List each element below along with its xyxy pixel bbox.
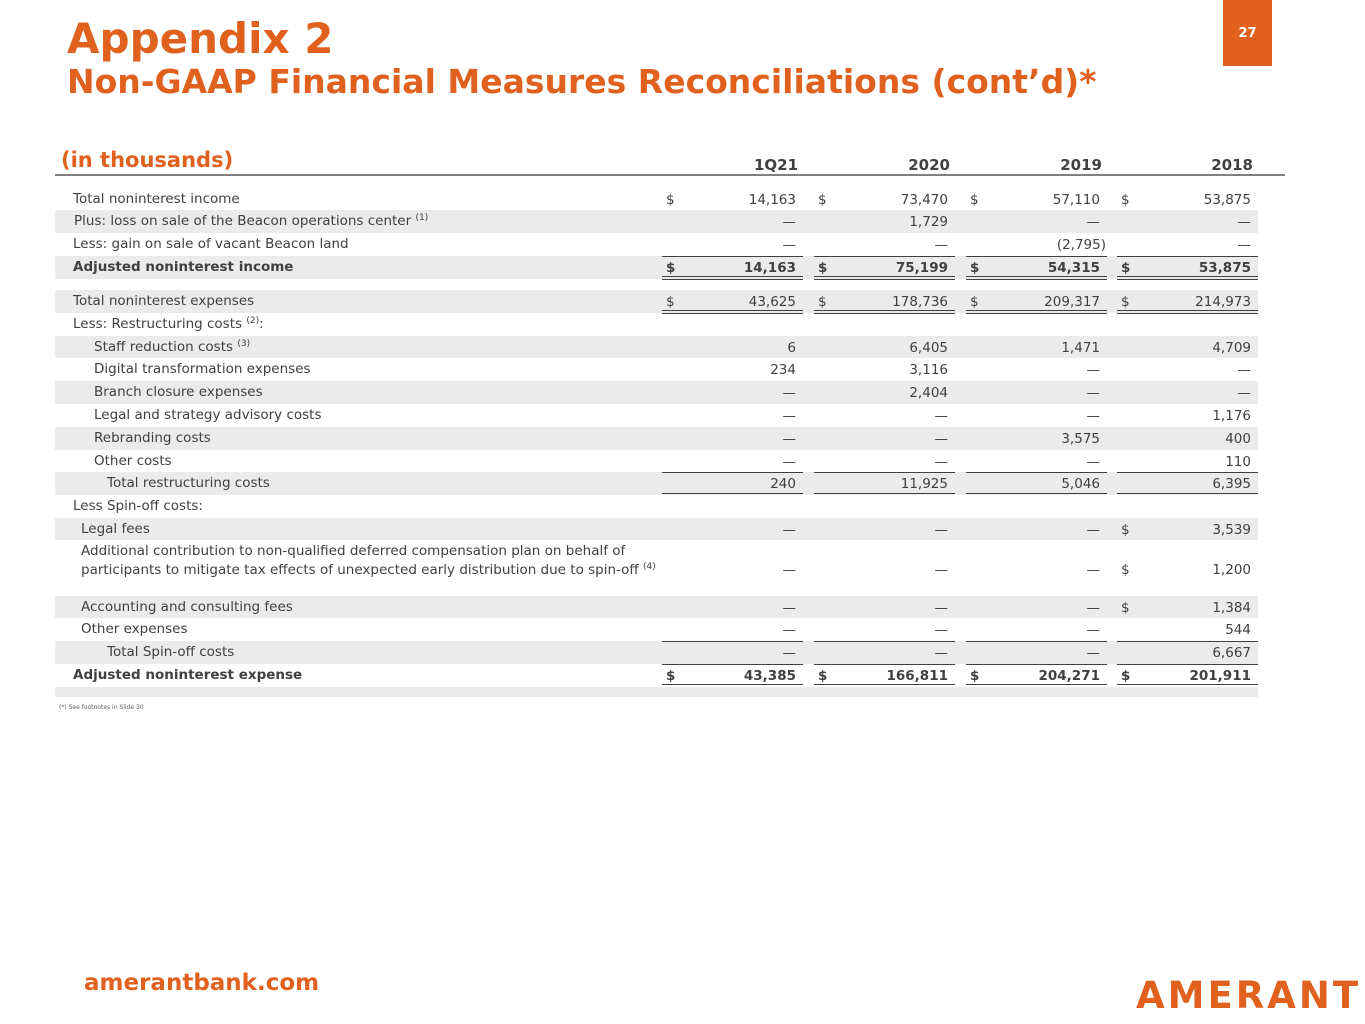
total-double-rule xyxy=(662,276,803,280)
row-label-text: Staff reduction costs xyxy=(94,339,234,355)
footnote: (*) See footnotes in Slide 30 xyxy=(59,704,144,711)
row-label-suffix: : xyxy=(259,316,264,332)
row-label-text: Rebranding costs xyxy=(94,430,211,446)
cell-value-2019: 209,317 xyxy=(1044,294,1100,310)
table-end-strip xyxy=(55,687,1258,697)
cell-value-2019: — xyxy=(1086,362,1100,378)
row-label xyxy=(94,430,211,446)
cell-value-2020: 11,925 xyxy=(900,476,948,492)
table-row-total-noninterest-income xyxy=(55,188,1258,210)
cell-value-2019: 54,315 xyxy=(1047,260,1100,276)
cell-value-2018: — xyxy=(1237,214,1251,230)
cell-value-1q21: 234 xyxy=(770,362,796,378)
cell-value-1q21: 43,385 xyxy=(743,668,796,684)
cell-value-2018: 3,539 xyxy=(1212,522,1251,538)
subtotal-rule xyxy=(662,472,803,473)
subtotal-rule xyxy=(814,493,955,494)
cell-value-2019: — xyxy=(1086,622,1100,638)
cell-value-2019: 204,271 xyxy=(1038,668,1100,684)
cell-value-2018: 6,667 xyxy=(1212,645,1251,661)
cell-value-2020: — xyxy=(934,645,948,661)
table-row-plus-loss-beacon xyxy=(55,210,1258,233)
header-rule xyxy=(55,174,1285,176)
page-subtitle: Non-GAAP Financial Measures Reconciliations (cont’d)* xyxy=(67,62,1097,101)
cell-value-2020: 6,405 xyxy=(909,340,948,356)
row-label-text: Digital transformation expenses xyxy=(94,361,311,377)
subtotal-rule xyxy=(662,641,803,642)
dollar-sign: $ xyxy=(666,260,676,276)
subtotal-rule xyxy=(1117,641,1258,642)
cell-value-2020: 2,404 xyxy=(909,385,948,401)
dollar-sign: $ xyxy=(970,260,980,276)
dollar-sign: $ xyxy=(1121,522,1130,538)
subtotal-rule xyxy=(814,472,955,473)
table-row-other-costs xyxy=(55,450,1258,472)
total-double-rule xyxy=(814,276,955,280)
table-row-additional-contribution xyxy=(55,540,1258,596)
table-row-other-expenses xyxy=(55,618,1258,641)
row-label-text-line2: participants to mitigate tax effects of unexpected early distribution due to spin-off xyxy=(81,562,639,578)
column-header-2020: 2020 xyxy=(908,156,950,174)
cell-value-2018: 1,200 xyxy=(1212,562,1251,578)
dollar-sign: $ xyxy=(1121,562,1130,578)
dollar-sign: $ xyxy=(666,192,675,208)
cell-value-2020: — xyxy=(934,600,948,616)
page-number: 27 xyxy=(1238,25,1257,41)
cell-value-2020: — xyxy=(934,454,948,470)
dollar-sign: $ xyxy=(1121,260,1131,276)
cell-value-2018: 53,875 xyxy=(1198,260,1251,276)
row-label-text: Other costs xyxy=(94,453,172,469)
cell-value-1q21: 6 xyxy=(787,340,796,356)
cell-value-2018: 6,395 xyxy=(1212,476,1251,492)
row-label xyxy=(107,475,270,491)
table-row-rebranding-costs xyxy=(55,427,1258,450)
row-label-text: Additional contribution to non-qualified deferred compensation plan on behalf of xyxy=(81,543,626,559)
column-header-2019: 2019 xyxy=(1060,156,1102,174)
table-row-branch-closure-expenses xyxy=(55,381,1258,404)
footnote-ref: (4) xyxy=(643,562,656,572)
dollar-sign: $ xyxy=(818,294,827,310)
cell-value-1q21: 14,163 xyxy=(743,260,796,276)
row-label xyxy=(73,316,264,332)
row-label xyxy=(73,667,302,683)
table-row-legal-fees xyxy=(55,518,1258,540)
subtotal-rule xyxy=(662,256,803,257)
cell-value-2020: 3,116 xyxy=(909,362,948,378)
cell-value-2019: 1,471 xyxy=(1061,340,1100,356)
row-label xyxy=(81,621,187,637)
cell-value-2020: 75,199 xyxy=(895,260,948,276)
row-label-text: Branch closure expenses xyxy=(94,384,263,400)
table-row-total-restructuring-costs xyxy=(55,472,1258,495)
table-row-total-spin-off-costs xyxy=(55,641,1258,664)
cell-value-2019: — xyxy=(1086,562,1100,578)
row-label-text: Legal and strategy advisory costs xyxy=(94,407,322,423)
dollar-sign: $ xyxy=(970,668,980,684)
dollar-sign: $ xyxy=(1121,668,1131,684)
cell-value-2020: 166,811 xyxy=(886,668,948,684)
dollar-sign: $ xyxy=(970,294,979,310)
row-label-text: Total Spin-off costs xyxy=(107,644,235,660)
cell-value-1q21: 43,625 xyxy=(748,294,796,310)
subtotal-rule xyxy=(814,664,955,665)
dollar-sign: $ xyxy=(970,192,979,208)
cell-value-2020: — xyxy=(934,408,948,424)
cell-value-2019: 57,110 xyxy=(1052,192,1100,208)
table-row-less-spin-off-costs xyxy=(55,495,1258,518)
row-label-text: Total restructuring costs xyxy=(107,475,270,491)
subtotal-rule xyxy=(662,664,803,665)
total-double-rule xyxy=(966,276,1107,280)
cell-value-1q21: — xyxy=(782,600,796,616)
table-row-less-gain-beacon-land xyxy=(55,233,1258,256)
row-label xyxy=(107,644,234,660)
cell-value-2019: — xyxy=(1086,214,1100,230)
cell-value-1q21: 14,163 xyxy=(748,192,796,208)
cell-value-2018: 544 xyxy=(1225,622,1251,638)
cell-value-2019: — xyxy=(1086,454,1100,470)
total-double-rule xyxy=(966,310,1107,314)
cell-value-2020: — xyxy=(934,237,948,253)
subtotal-rule xyxy=(966,664,1107,665)
subtotal-rule xyxy=(1117,472,1258,473)
cell-value-2018: — xyxy=(1237,237,1251,253)
footnote-ref: (3) xyxy=(237,339,251,349)
subtotal-rule xyxy=(814,256,955,257)
website-link[interactable]: amerantbank.com xyxy=(84,970,320,996)
row-label-text: Other expenses xyxy=(81,621,188,637)
table-row-accounting-consulting-fees xyxy=(55,596,1258,618)
row-label xyxy=(74,213,428,229)
subtotal-rule xyxy=(1117,664,1258,665)
cell-value-2019: — xyxy=(1086,645,1100,661)
cell-value-2020: 73,470 xyxy=(900,192,948,208)
dollar-sign: $ xyxy=(818,192,827,208)
cell-value-1q21: — xyxy=(782,408,796,424)
cell-value-2020: 178,736 xyxy=(892,294,948,310)
cell-value-2020: — xyxy=(934,522,948,538)
cell-value-2020: 1,729 xyxy=(909,214,948,230)
cell-value-2020: — xyxy=(934,431,948,447)
row-label xyxy=(73,236,349,252)
row-label-text: Total noninterest expenses xyxy=(73,293,255,309)
subtotal-rule xyxy=(1117,493,1258,494)
row-label-text: Adjusted noninterest expense xyxy=(73,667,303,683)
cell-value-1q21: — xyxy=(782,562,796,578)
page-title: Appendix 2 xyxy=(67,14,334,63)
subtotal-rule xyxy=(966,472,1107,473)
cell-value-2020: — xyxy=(934,562,948,578)
cell-value-1q21: — xyxy=(782,522,796,538)
row-label xyxy=(94,453,172,469)
table-row-less-restructuring-costs xyxy=(55,313,1258,336)
cell-value-1q21: — xyxy=(782,645,796,661)
row-label-text: Less Spin-off costs: xyxy=(73,498,203,514)
total-double-rule xyxy=(1117,276,1258,280)
table-row-legal-strategy-advisory-costs xyxy=(55,404,1258,427)
cell-value-2019: 5,046 xyxy=(1061,476,1100,492)
row-label xyxy=(73,498,203,514)
row-label-text: Less: gain on sale of vacant Beacon land xyxy=(73,236,349,252)
row-label xyxy=(81,599,293,615)
cell-value-2019: 3,575 xyxy=(1061,431,1100,447)
column-header-1q21: 1Q21 xyxy=(753,156,798,174)
row-label-text: Accounting and consulting fees xyxy=(81,599,293,615)
table-row-digital-transformation-expenses xyxy=(55,358,1258,381)
cell-value-2018: 1,384 xyxy=(1212,600,1251,616)
cell-value-2018: 1,176 xyxy=(1212,408,1251,424)
footnote-ref: (2) xyxy=(246,316,260,326)
column-header-2018: 2018 xyxy=(1211,156,1253,174)
cell-value-2019: (2,795) xyxy=(1056,237,1106,253)
cell-value-2020: — xyxy=(934,622,948,638)
row-label xyxy=(94,407,322,423)
total-double-rule xyxy=(662,310,803,314)
row-label-text: Plus: loss on sale of the Beacon operations center xyxy=(74,213,412,229)
amerant-logo: AMERANT xyxy=(1136,974,1362,1017)
row-label-text: Adjusted noninterest income xyxy=(73,259,294,275)
footnote-ref: (1) xyxy=(415,213,429,223)
row-label-text: Less: Restructuring costs xyxy=(73,316,243,332)
cell-value-2018: 400 xyxy=(1225,431,1251,447)
table-row-staff-reduction-costs xyxy=(55,336,1258,358)
cell-value-2018: 201,911 xyxy=(1189,668,1251,684)
dollar-sign: $ xyxy=(1121,600,1130,616)
total-double-rule xyxy=(1117,310,1258,314)
subtotal-rule xyxy=(1117,256,1258,257)
dollar-sign: $ xyxy=(666,668,676,684)
subtotal-rule xyxy=(966,493,1107,494)
dollar-sign: $ xyxy=(666,294,675,310)
subtotal-rule xyxy=(966,256,1107,257)
cell-value-1q21: — xyxy=(782,622,796,638)
row-label xyxy=(73,191,240,207)
total-double-rule xyxy=(814,310,955,314)
cell-value-2018: 53,875 xyxy=(1203,192,1251,208)
subtotal-rule xyxy=(814,641,955,642)
row-label xyxy=(94,384,263,400)
row-label xyxy=(73,293,254,309)
dollar-sign: $ xyxy=(818,260,828,276)
cell-value-2019: — xyxy=(1086,522,1100,538)
dollar-sign: $ xyxy=(1121,192,1130,208)
page-number-badge xyxy=(1223,0,1272,66)
cell-value-2019: — xyxy=(1086,408,1100,424)
dollar-sign: $ xyxy=(1121,294,1130,310)
cell-value-1q21: — xyxy=(782,385,796,401)
cell-value-1q21: 240 xyxy=(770,476,796,492)
cell-value-1q21: — xyxy=(782,237,796,253)
cell-value-2018: 4,709 xyxy=(1212,340,1251,356)
row-label xyxy=(81,521,150,537)
dollar-sign: $ xyxy=(818,668,828,684)
cell-value-2018: — xyxy=(1237,362,1251,378)
cell-value-2019: — xyxy=(1086,385,1100,401)
cell-value-2018: 214,973 xyxy=(1195,294,1251,310)
cell-value-2019: — xyxy=(1086,600,1100,616)
cell-value-2018: — xyxy=(1237,385,1251,401)
cell-value-1q21: — xyxy=(782,214,796,230)
row-label xyxy=(73,259,293,275)
row-label xyxy=(81,543,656,578)
subtotal-rule xyxy=(662,493,803,494)
row-label xyxy=(94,361,311,377)
cell-value-1q21: — xyxy=(782,431,796,447)
row-label-text: Legal fees xyxy=(81,521,150,537)
cell-value-1q21: — xyxy=(782,454,796,470)
row-label xyxy=(94,339,250,355)
cell-value-2018: 110 xyxy=(1225,454,1251,470)
row-label-text: Total noninterest income xyxy=(73,191,240,207)
subtotal-rule xyxy=(966,641,1107,642)
units-label: (in thousands) xyxy=(61,148,234,172)
